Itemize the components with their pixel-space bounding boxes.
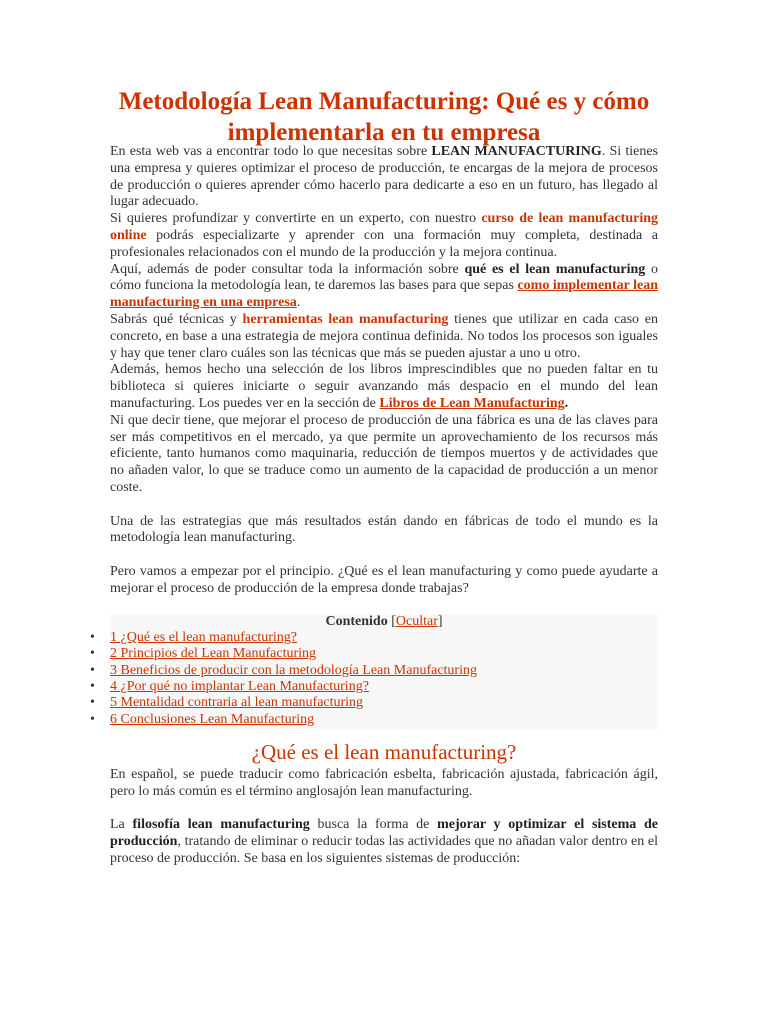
bullet: •: [90, 695, 95, 711]
paragraph-intro: [110, 144, 658, 211]
toc-item-label: 1 ¿Qué es el lean manufacturing?: [110, 630, 297, 646]
text: Además, hemos hecho una selección de los libros imprescindibles que no pueden faltar en tu biblioteca si quieres iniciarte o seguir avanzando más despacio en el mundo del lean manufacturing. Los puedes ver en la sección de: [110, 362, 658, 411]
toc-item[interactable]: [90, 695, 658, 711]
paragraph-info: [110, 262, 658, 312]
bullet: •: [90, 630, 95, 646]
books-link[interactable]: Libros de Lean Manufacturing: [379, 395, 565, 411]
text: . Si tienes una empresa y quieres optimizar el proceso de producción, te encargas de la mejora de procesos de producción o quieres aprender cómo hacerlo para dedicarte a eso en un futuro, has llegado al lugar adecuado.: [110, 144, 658, 210]
implement-link[interactable]: como implementar lean manufacturing en una empresa: [110, 278, 658, 311]
tools-link[interactable]: herramientas lean manufacturing: [242, 311, 449, 327]
paragraph-tools: [110, 312, 658, 362]
paragraph-strategies: Una de las estrategias que más resultados están dando en fábricas de todo el mundo es la metodología lean manufacturing.: [110, 513, 658, 546]
text: Aquí, además de poder consultar toda la información sobre: [110, 261, 465, 277]
bullet: •: [90, 662, 95, 678]
text: o cómo funciona la metodología lean, te daremos las bases para que sepas: [110, 261, 659, 294]
toc-bracket: [: [387, 613, 396, 629]
bullet: •: [90, 711, 95, 727]
bullet: •: [90, 678, 95, 694]
toc-toggle-link[interactable]: Ocultar: [395, 613, 438, 629]
article-body: [90, 144, 659, 868]
text: En esta web vas a encontrar todo lo que necesitas sobre: [110, 144, 432, 159]
toc-header: [110, 614, 658, 631]
toc-heading: Contenido: [325, 613, 388, 629]
section-title: ¿Qué es el lean manufacturing?: [251, 739, 517, 764]
strong-text: qué es el lean manufacturing: [464, 261, 646, 277]
text: tienes que utilizar en cada caso en concreto, en base a una estrategia de mejora continua definida. No todos los procesos son iguales y hay que tener claro cuáles son las técnicas que más se pueden ajustar a uno u otro.: [110, 311, 658, 361]
text: podrás especializarte y aprender con una formación muy completa, destinada a profesionales relacionados con el mundo de la producción y la mejora continua.: [110, 227, 658, 260]
toc-item-label: 3 Beneficios de producir con la metodología Lean Manufacturing: [110, 662, 477, 678]
paragraph-books: [110, 362, 658, 412]
text: busca la forma de: [309, 817, 438, 833]
course-link[interactable]: curso de lean manufacturing online: [110, 211, 658, 243]
text: , tratando de eliminar o reducir todas las actividades que no añadan valor dentro en el proceso de producción. Se basa en los siguientes sistemas de producción:: [110, 833, 658, 866]
toc-item[interactable]: [90, 646, 658, 662]
toc-item[interactable]: [90, 678, 658, 695]
toc-item-label: 5 Mentalidad contraria al lean manufacturing: [110, 695, 364, 711]
toc-list: [90, 630, 658, 728]
bullet: •: [90, 646, 95, 662]
text: La: [110, 817, 133, 833]
text: .: [296, 295, 301, 311]
text: Sabrás qué técnicas y: [110, 311, 243, 327]
toc-bracket: ]: [437, 613, 443, 629]
toc-item[interactable]: [90, 662, 658, 679]
strong-text: LEAN MANUFACTURING: [431, 144, 602, 159]
toc-item[interactable]: [90, 711, 658, 728]
paragraph-start: Pero vamos a empezar por el principio. ¿Qué es el lean manufacturing y como puede ayudarte a mejorar el proceso de producción de la empresa donde trabajas?: [110, 563, 658, 596]
toc-item-label: 4 ¿Por qué no implantar Lean Manufacturing?: [110, 678, 369, 694]
paragraph-course: [110, 211, 658, 261]
toc-item-label: 6 Conclusiones Lean Manufacturing: [110, 711, 315, 727]
table-of-contents: [90, 613, 658, 730]
strong-text: mejorar y optimizar el sistema de producción: [110, 817, 659, 849]
text: .: [564, 395, 569, 411]
paragraph-philosophy: [110, 817, 658, 867]
toc-item[interactable]: [90, 630, 658, 646]
paragraph-competitive: Ni que decir tiene, que mejorar el proceso de producción de una fábrica es una de las claves para ser más competitivos en el mercado, ya que permite un aprovechamiento de los recursos más eficiente, tanto humanos como maquinaria, reducción de tiempos muertos y de actividades que no añaden valor, lo que se traduce como un aumento de la capacidad de producción a un menor coste.: [110, 412, 658, 495]
paragraph-translation: En español, se puede traducir como fabricación esbelta, fabricación ajustada, fabricación ágil, pero lo más común es el término anglosajón lean manufacturing.: [110, 766, 658, 799]
text: Si quieres profundizar y convertirte en un experto, con nuestro: [110, 211, 482, 227]
strong-text: filosofía lean manufacturing: [132, 817, 310, 833]
toc-item-label: 2 Principios del Lean Manufacturing: [110, 646, 317, 662]
page-title: Metodología Lean Manufacturing: Qué es y cómo implementarla en tu empresa: [118, 88, 650, 146]
